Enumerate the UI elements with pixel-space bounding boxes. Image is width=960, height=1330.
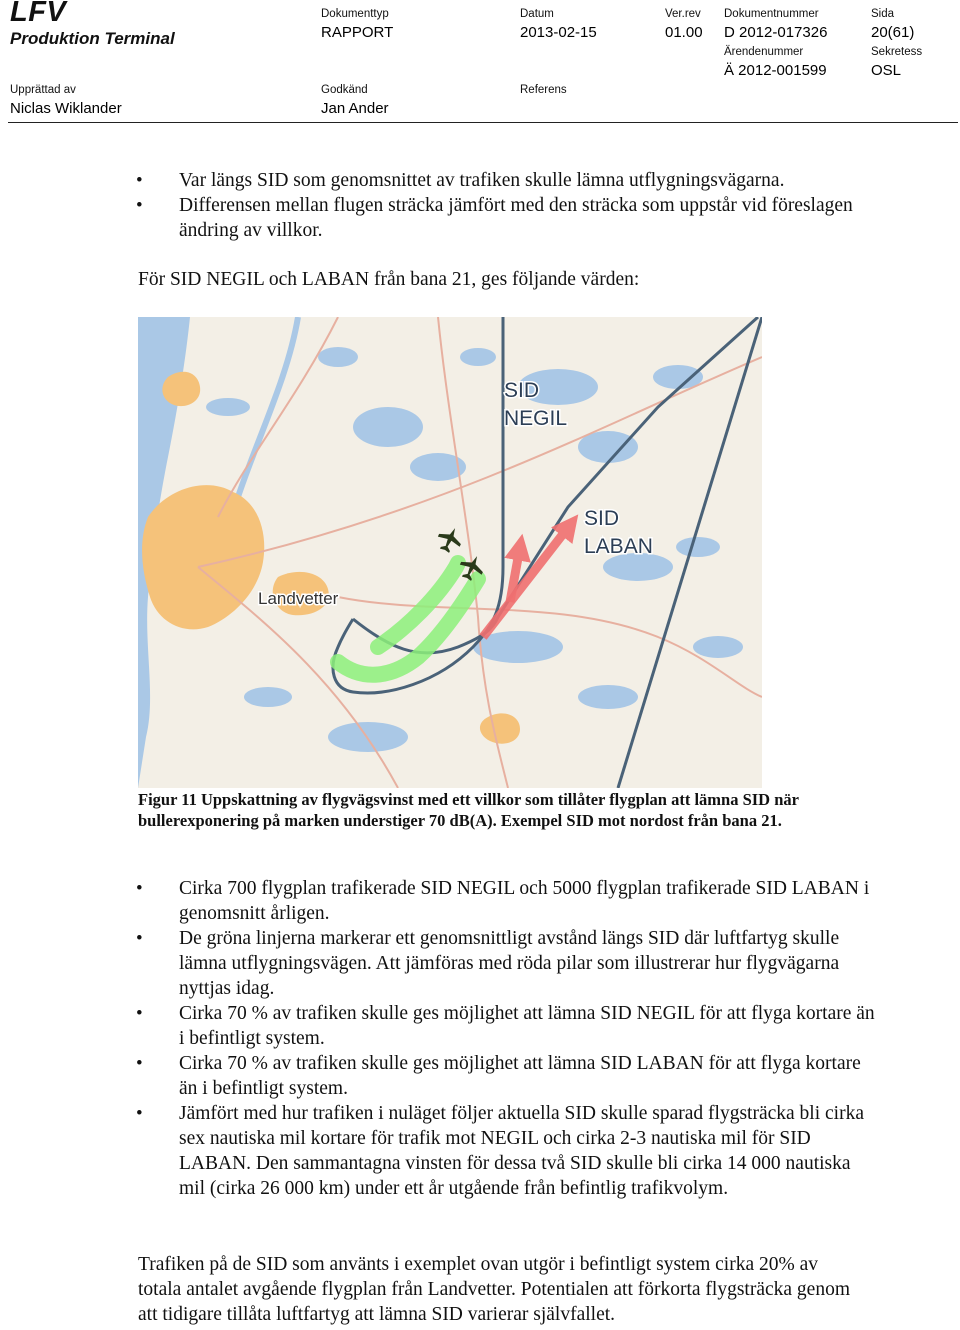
figure-caption: Figur 11 Uppskattning av flygvägsvinst med ett villkor som tillåter flygplan att lämna SID när bullerexponering på marken understiger 70 dB(A). Exempel SID mot nordost från bana 21. bbox=[138, 790, 799, 830]
datum-value: 2013-02-15 bbox=[520, 24, 597, 41]
verrev-label: Ver.rev bbox=[665, 8, 701, 20]
dokumenttyp-value: RAPPORT bbox=[321, 24, 394, 41]
dokumenttyp-label: Dokumenttyp bbox=[321, 8, 389, 20]
closing-paragraph: Trafiken på de SID som använts i exemplet ovan utgör i befintligt system cirka 20% av totala antalet avgående flygplan från Landvetter. Potentialen att förkorta flygsträcka genom att tidigare tillåta luftfartyg att lämna SID varierar självfallet. bbox=[138, 1254, 851, 1325]
arendenummer-value: Ä 2012-001599 bbox=[724, 62, 827, 79]
list-item: • Var längs SID som genomsnittet av trafiken skulle lämna utflygningsvägarna. bbox=[136, 170, 785, 191]
list-item: • Cirka 70 % av trafiken skulle ges möjlighet att lämna SID LABAN för att flyga kortare än i befintligt system. bbox=[136, 1053, 861, 1099]
label-sid-laban-2: LABAN bbox=[584, 535, 653, 558]
sida-label: Sida bbox=[871, 8, 895, 20]
document-header bbox=[0, 0, 960, 124]
lead-paragraph: För SID NEGIL och LABAN från bana 21, ges följande värden: bbox=[138, 269, 640, 290]
godkand-value: Jan Ander bbox=[321, 100, 389, 117]
verrev-value: 01.00 bbox=[665, 24, 703, 41]
lfv-logo: LFV bbox=[10, 0, 67, 28]
upprattad-label: Upprättad av bbox=[10, 84, 76, 96]
bullet-icon: • bbox=[136, 878, 143, 899]
bullet-icon: • bbox=[136, 195, 143, 216]
bullet-icon: • bbox=[136, 1103, 143, 1124]
bullet-icon: • bbox=[136, 928, 143, 949]
sida-value: 20(61) bbox=[871, 24, 915, 41]
label-landvetter: Landvetter bbox=[258, 589, 339, 608]
bullet-icon: • bbox=[136, 1053, 143, 1074]
list-item: • Cirka 70 % av trafiken skulle ges möjlighet att lämna SID NEGIL för att flyga kortare än i befintligt system. bbox=[136, 1003, 875, 1049]
dokumentnummer-value: D 2012-017326 bbox=[724, 24, 828, 41]
logo-subtitle: Produktion Terminal bbox=[10, 29, 175, 48]
upprattad-value: Niclas Wiklander bbox=[10, 100, 122, 117]
route-map-svg bbox=[138, 317, 762, 788]
label-sid-negil-2: NEGIL bbox=[504, 407, 568, 430]
dokumentnummer-label: Dokumentnummer bbox=[724, 8, 819, 20]
sekretess-label: Sekretess bbox=[871, 46, 923, 58]
intro-bullet-list bbox=[0, 168, 960, 243]
header-divider bbox=[8, 122, 958, 123]
list-item: • De gröna linjerna markerar ett genomsnittligt avstånd längs SID där luftfartyg skulle lämna utflygningsvägen. Att jämföras med röda pilar som illustrerar hur flygvägarna nyttjas idag. bbox=[136, 928, 840, 999]
list-item: • Differensen mellan flugen sträcka jämfört med den sträcka som uppstår vid föreslagen ändring av villkor. bbox=[136, 195, 853, 241]
sekretess-value: OSL bbox=[871, 62, 902, 79]
list-item: • Cirka 700 flygplan trafikerade SID NEGIL och 5000 flygplan trafikerade SID LABAN i genomsnitt årligen. bbox=[136, 878, 870, 924]
label-sid-laban-1: SID bbox=[584, 507, 620, 530]
route-map bbox=[138, 317, 762, 788]
bullet-icon: • bbox=[136, 170, 143, 191]
bullet-icon: • bbox=[136, 1003, 143, 1024]
arendenummer-label: Ärendenummer bbox=[724, 46, 804, 58]
datum-label: Datum bbox=[520, 8, 554, 20]
list-item: • Jämfört med hur trafiken i nuläget följer aktuella SID skulle sparad flygsträcka bli cirka sex nautiska mil kortare för trafik mot NEGIL och cirka 2-3 nautiska mil för SID LABAN. Den sammantagna vinsten för dessa två SID skulle bli cirka 14 000 nautiska mil (cirka 26 000 km) under ett år utgående från befintlig trafikvolym. bbox=[136, 1103, 864, 1199]
result-bullet-list bbox=[0, 876, 960, 1201]
label-sid-negil-1: SID bbox=[504, 379, 540, 402]
referens-label: Referens bbox=[520, 84, 567, 96]
godkand-label: Godkänd bbox=[321, 84, 368, 96]
